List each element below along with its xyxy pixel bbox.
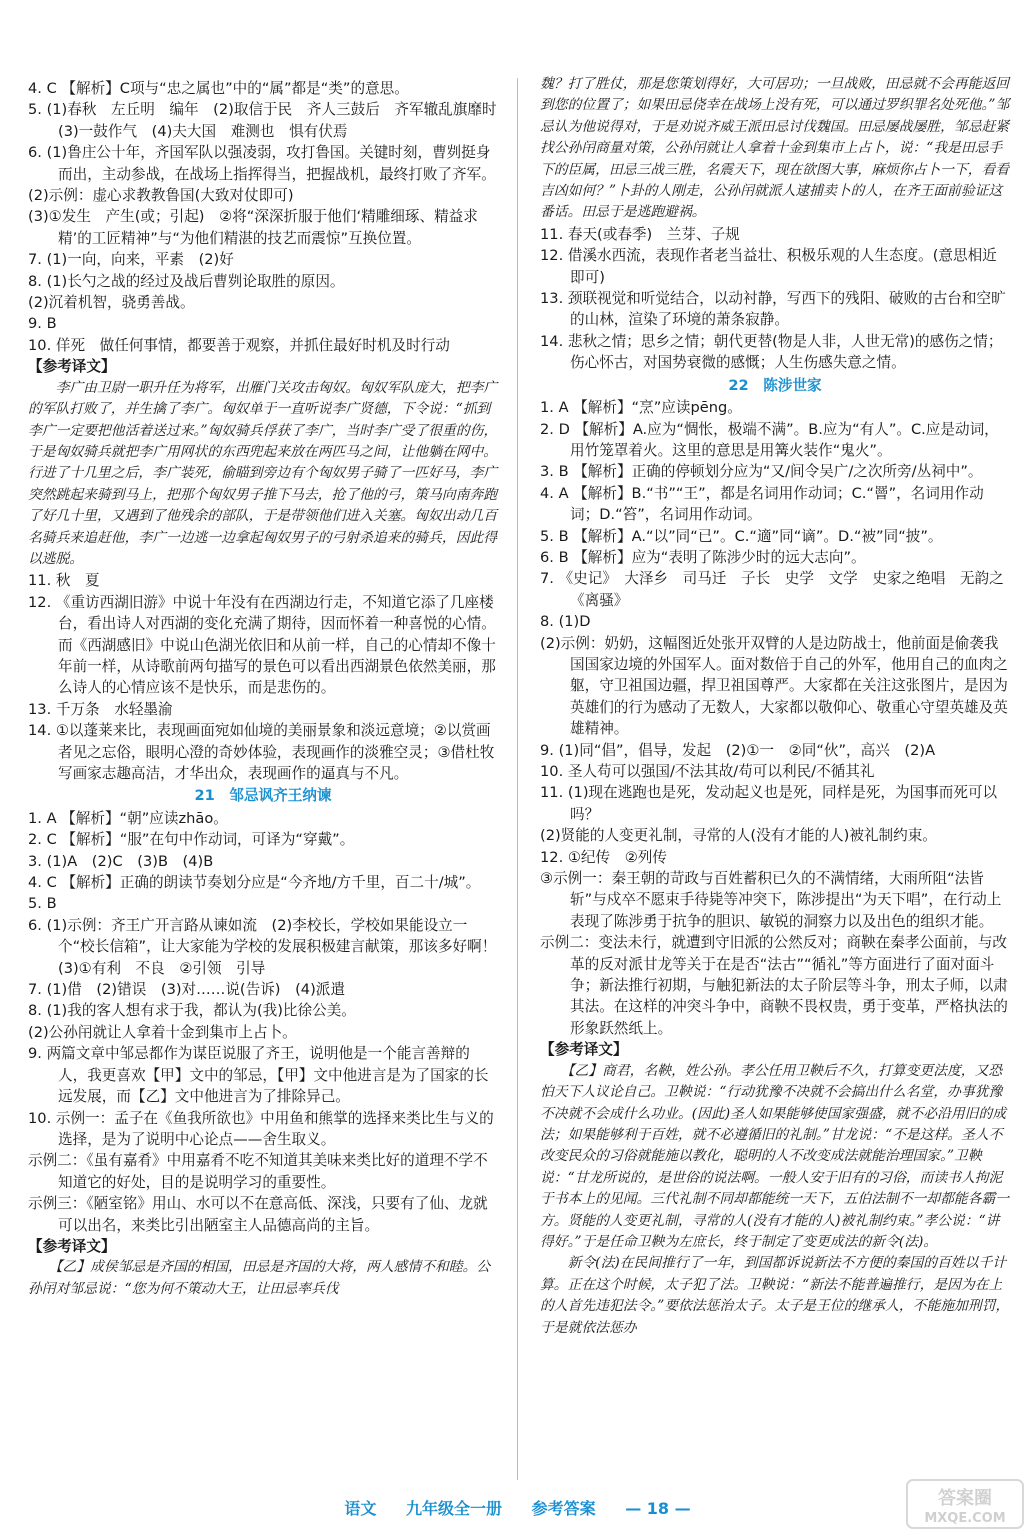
- answer-item: 8. (1)D: [540, 613, 591, 631]
- answer-item: 3. B 【解析】正确的停顿划分应为“又/间令吴广/之次所旁/丛祠中”。: [540, 463, 983, 481]
- answer-item: 5. B 【解析】A.“以”同“已”。C.“適”同“谪”。D.“被”同“披”。: [540, 527, 943, 545]
- answer-item: 示例二：《虽有嘉肴》中用嘉肴不吃不知道其美味来类比好的道理不学不知道它的好处，目的是说明学习的重要性。: [28, 1152, 488, 1191]
- reference-translation: 【乙】商君，名鞅，姓公孙。孝公任用卫鞅后不久，打算变更法度，又恐怕天下人议论自己。卫鞅说：“行动犹豫不决就不会搞出什么名堂，办事犹豫不决就不会成什么功业。(因此)圣人如果能够使国家强盛，就不必沿用旧的成法；如果能够利于百姓，就不必遵循旧的礼制。”甘龙说：“不是这样。圣人不改变民众的习俗就能施以教化，聪明的人不改变成法就能治理国家。”卫鞅说：“甘龙所说的，是世俗的说法啊。一般人安于旧有的习俗，而读书人拘泥于书本上的见闻。三代礼制不同却都能统一天下，五伯法制不一却都能各霸一方。贤能的人变更礼制，寻常的人(没有才能的人)被礼制约束。”孝公说：“讲得好。”于是任命卫鞅为左庶长，终于制定了变更成法的新令(法)。 新令(法)在民间推行了一年，到国都诉说新法不方便的秦国的百姓以千计算。正在这个时候，太子犯了法。卫鞅说：“新法不能普遍推行，是因为在上的人首先违犯法令。”要依法惩治太子。太子是王位的继承人，不能施加刑罚，于是就依法惩办: [540, 1062, 1010, 1336]
- answer-item: 13. 千万条 水轻墨渝: [28, 700, 173, 718]
- answer-item: 11. 秋 夏: [28, 572, 100, 590]
- answer-item: 9. 两篇文章中邹忌都作为谋臣说服了齐王，说明他是一个能言善辩的人，我更喜欢【甲】文中的邹忌，【甲】文中他进言是为了国家的长远发展，而【乙】文中他进言为了排除异己。: [28, 1045, 489, 1106]
- answer-item: 10. 示例一：孟子在《鱼我所欲也》中用鱼和熊掌的选择来类比生与义的选择，是为了说明中心论点——舍生取义。: [28, 1109, 494, 1148]
- answer-item: 7. (1)借 (2)错误 (3)对……说(告诉) (4)派遣: [28, 981, 345, 999]
- answer-item: 示例三：《陋室铭》用山、水可以不在意高低、深浅，只要有了仙、龙就可以出名，来类比引出陋室主人品德高尚的主旨。: [28, 1195, 488, 1234]
- answer-item: 14. 悲秋之情；思乡之情；朝代更替(物是人非，人世无常)的感伤之情；伤心怀古，对国势衰微的感慨；人生伤感失意之情。: [540, 332, 1003, 372]
- answer-item: 4. A 【解析】B.“书”“王”，都是名词用作动词；C.“罾”，名词用作动词；D.“笞”，名词用作动词。: [540, 484, 984, 524]
- answer-item: 2. D 【解析】A.应为“惆怅，极端不满”。B.应为“有人”。C.应是动词，用竹笼罩着火。这里的意思是用篝火装作“鬼火”。: [540, 420, 999, 459]
- page-number: — 18 —: [625, 1499, 691, 1518]
- section-title: 21 邹忌讽齐王纳谏: [194, 787, 332, 805]
- svg-text:MXQE.COM: MXQE.COM: [924, 1511, 1006, 1526]
- answer-item: (2)公孙闬就让人拿着十金到集市上占卜。: [28, 1023, 297, 1041]
- section-title: 22 陈涉世家: [728, 376, 822, 394]
- answer-item: (2)贤能的人变更礼制，寻常的人(没有才能的人)被礼制约束。: [540, 827, 937, 845]
- answer-item: 2. C 【解析】“服”在句中作动词，可译为“穿戴”。: [28, 831, 355, 849]
- answer-item: 4. C 【解析】正确的朗读节奏划分应是“今齐地/方千里，百二十/城”。: [28, 874, 481, 892]
- footer-grade: 九年级全一册: [406, 1499, 503, 1518]
- reference-translation: 【乙】成侯邹忌是齐国的相国，田忌是齐国的大将，两人感情不和睦。公孙闬对邹忌说：“您为何不策动大王，让田忌率兵伐: [28, 1259, 491, 1297]
- answer-item: (2)示例：虚心求教教鲁国(大致对仗即可): [28, 187, 294, 205]
- answer-item: 8. (1)长勺之战的经过及战后曹刿论取胜的原因。: [28, 272, 345, 290]
- svg-text:答案圈: 答案圈: [938, 1488, 992, 1509]
- answer-item: (2)示例：奶奶，这幅图近处张开双臂的人是边防战士，他前面是偷袭我国国家边境的外国军人。面对数倍于自己的外军，他用自己的血肉之躯，守卫祖国边疆，捍卫祖国尊严。大家都在关注这张图片，是因为英雄们的行为感动了无数人，大家都以敬仰心、敬重心守望英雄及英雄精神。: [540, 634, 1008, 738]
- answer-item: 5. B: [28, 895, 57, 913]
- answer-list-a: [28, 78, 512, 356]
- answer-item: 6. (1)鲁庄公十年，齐国军队以强凌弱，攻打鲁国。关键时刻，曹刿挺身而出，主动参战，在战场上指挥得当，把握战机，最终打败了齐军。: [28, 144, 496, 183]
- footer-subject: 语文: [344, 1499, 377, 1518]
- reference-translation-label: 【参考译文】: [540, 1041, 628, 1059]
- answer-list-b: [28, 570, 498, 784]
- answer-item: 1. A 【解析】“朝”应读zhāo。: [28, 809, 228, 827]
- answer-item: 10. 佯死 做任何事情，都要善于观察，并抓住最好时机及时行动: [28, 336, 450, 354]
- answer-item: 3. (1)A (2)C (3)B (4)B: [28, 852, 214, 870]
- answer-item: 14. ①以蓬莱来比，表现画面宛如仙境的美丽景象和淡远意境；②以赏画者见之忘俗，眼明心澄的奇妙体验，表现画作的淡雅空灵；③借杜牧写画家志趣高洁，才华出众，表现画作的逼真与不凡。: [28, 722, 495, 782]
- answer-item: 12. 借溪水西流，表现作者老当益壮、积极乐观的人生态度。(意思相近即可): [540, 247, 997, 286]
- right-column: [540, 74, 1010, 1339]
- page-footer: [0, 1496, 1035, 1519]
- answer-item: 9. B: [28, 315, 57, 333]
- answer-item: 10. 圣人苟可以强国/不法其故/苟可以利民/不循其礼: [540, 763, 875, 780]
- reference-translation: 李广由卫尉一职升任为将军，出雁门关攻击匈奴。匈奴军队庞大，把李广的军队打败了，并生擒了李广。匈奴单于一直听说李广贤德，下令说：“抓到李广一定要把他活着送过来。”匈奴骑兵俘获了李广，当时李广受了很重的伤，于是匈奴骑兵就把李广用网状的东西兜起来放在两匹马之间，让他躺在网中。行进了十几里之后，李广装死，偷瞄到旁边有个匈奴男子骑了一匹好马，李广突然跳起来骑到马上，把那个匈奴男子推下马去，抢了他的弓，策马向南奔跑了好几十里，又遇到了他残余的部队，于是带领他们进入关塞。匈奴出动几百名骑兵来追赶他，李广一边逃一边拿起匈奴男子的弓射杀追来的骑兵，因此得以逃脱。: [28, 379, 498, 567]
- left-column: [28, 78, 512, 1300]
- reference-translation-label: 【参考译文】: [28, 1237, 116, 1255]
- answer-item: 12. 《重访西湖旧游》中说十年没有在西湖边行走，不知道它添了几座楼台，看出诗人对西湖的变化充满了期待，因而怀着一种喜悦的心情。而《西湖感旧》中说山色湖光依旧和从前一样，自己的心情却不像十年前一样，从诗歌前两句描写的景色可以看出西湖景色依然美丽，那么诗人的心情应该不是快乐，而是悲伤的。: [28, 593, 496, 697]
- answer-item: 12. ①纪传 ②列传: [540, 848, 667, 866]
- answer-item: (2)沉着机智，骁勇善战。: [28, 294, 195, 312]
- answer-item: 11. 春天(或春季) 兰芽、子规: [540, 225, 740, 243]
- reference-translation-continued: 魏？打了胜仗，那是您策划得好，大可居功；一旦战败，田忌就不会再能返回到您的位置了；如果田忌侥幸在战场上没有死，可以通过罗织罪名处死他。”邹忌认为他说得对，于是劝说齐威王派田忌讨伐魏国。田忌屡战屡胜，邹忌赶紧找公孙闬商量对策，公孙闬就让人拿着十金到集市上占卜，说：“我是田忌手下的臣属，田忌三战三胜，名震天下，现在欲图大事，麻烦你占卜一下，看看吉凶如何？”卜卦的人刚走，公孙闬就派人逮捕卖卜的人，在齐王面前验证这番话。田忌于是逃跑避祸。: [540, 76, 1010, 221]
- answer-item: (3)①发生 产生(或；引起) ②将“深深折服于他们‘精雕细琢、精益求精’的工匠精神”与“为他们精湛的技艺而震惊”互换位置。: [28, 208, 478, 247]
- answer-item: 13. 颈联视觉和听觉结合，以动衬静，写西下的残阳、破败的古台和空旷的山林，渲染了环境的萧条寂静。: [540, 290, 1006, 329]
- reference-translation-label: 【参考译文】: [28, 358, 116, 376]
- watermark-logo: [905, 1478, 1025, 1530]
- answer-item: 11. (1)现在逃跑也是死，发动起义也是死，同样是死，为国事而死可以吗？: [540, 784, 998, 823]
- answer-item: 7. (1)一向，向来，平素 (2)好: [28, 251, 234, 269]
- answer-item: 6. (1)示例：齐王广开言路从谏如流 (2)李校长，学校如果能设立一个“校长信箱”，让大家能为学校的发展积极建言献策，那该多好啊！ (3)①有利 不良 ②引领 引导: [28, 916, 511, 977]
- answer-item: 6. B 【解析】应为“表明了陈涉少时的远大志向”。: [540, 548, 866, 566]
- answer-list-b: [540, 397, 1010, 1039]
- answer-item: 1. A 【解析】“烹”应读pēng。: [540, 399, 742, 417]
- answer-item: 7. 《史记》 大泽乡 司马迁 子长 史学 文学 史家之绝唱 无韵之《离骚》: [540, 570, 1004, 609]
- answer-item: 4. C 【解析】C项与“忠之属也”中的“属”都是“类”的意思。: [28, 80, 409, 97]
- answer-item: ③示例一：秦王朝的苛政与百姓蓄积已久的不满情绪，大雨所阻“法皆斩”与戍卒不愿束手待毙等冲突下，陈涉提出“为天下唱”，在行动上表现了陈涉勇于抗争的胆识、敏锐的洞察力以及出色的组织才能。: [540, 870, 1002, 930]
- answer-item: 9. (1)同“倡”，倡导，发起 (2)①一 ②同“伙”，高兴 (2)A: [540, 741, 936, 759]
- answer-list-a: [540, 224, 1010, 374]
- footer-label: 参考答案: [531, 1499, 596, 1518]
- answer-list-c: [28, 808, 511, 1236]
- answer-item: 5. (1)春秋 左丘明 编年 (2)取信于民 齐人三鼓后 齐军辙乱旗靡时 (3)一鼓作气 (4)夫大国 难测也 惧有伏焉: [28, 101, 512, 140]
- answer-item: 8. (1)我的客人想有求于我，都认为(我)比徐公美。: [28, 1002, 356, 1020]
- answer-item: 示例二：变法未行，就遭到守旧派的公然反对；商鞅在秦孝公面前，与改革的反对派甘龙等关于在是否“法古”“循礼”等方面进行了面对面斗争；新法推行初期，与触犯新法的太子阶层等斗争，刑太子师，以肃其法。在这样的冲突斗争中，商鞅不畏权贵，勇于变革，严格执法的形象跃然纸上。: [540, 934, 1008, 1037]
- column-divider: [517, 78, 518, 1480]
